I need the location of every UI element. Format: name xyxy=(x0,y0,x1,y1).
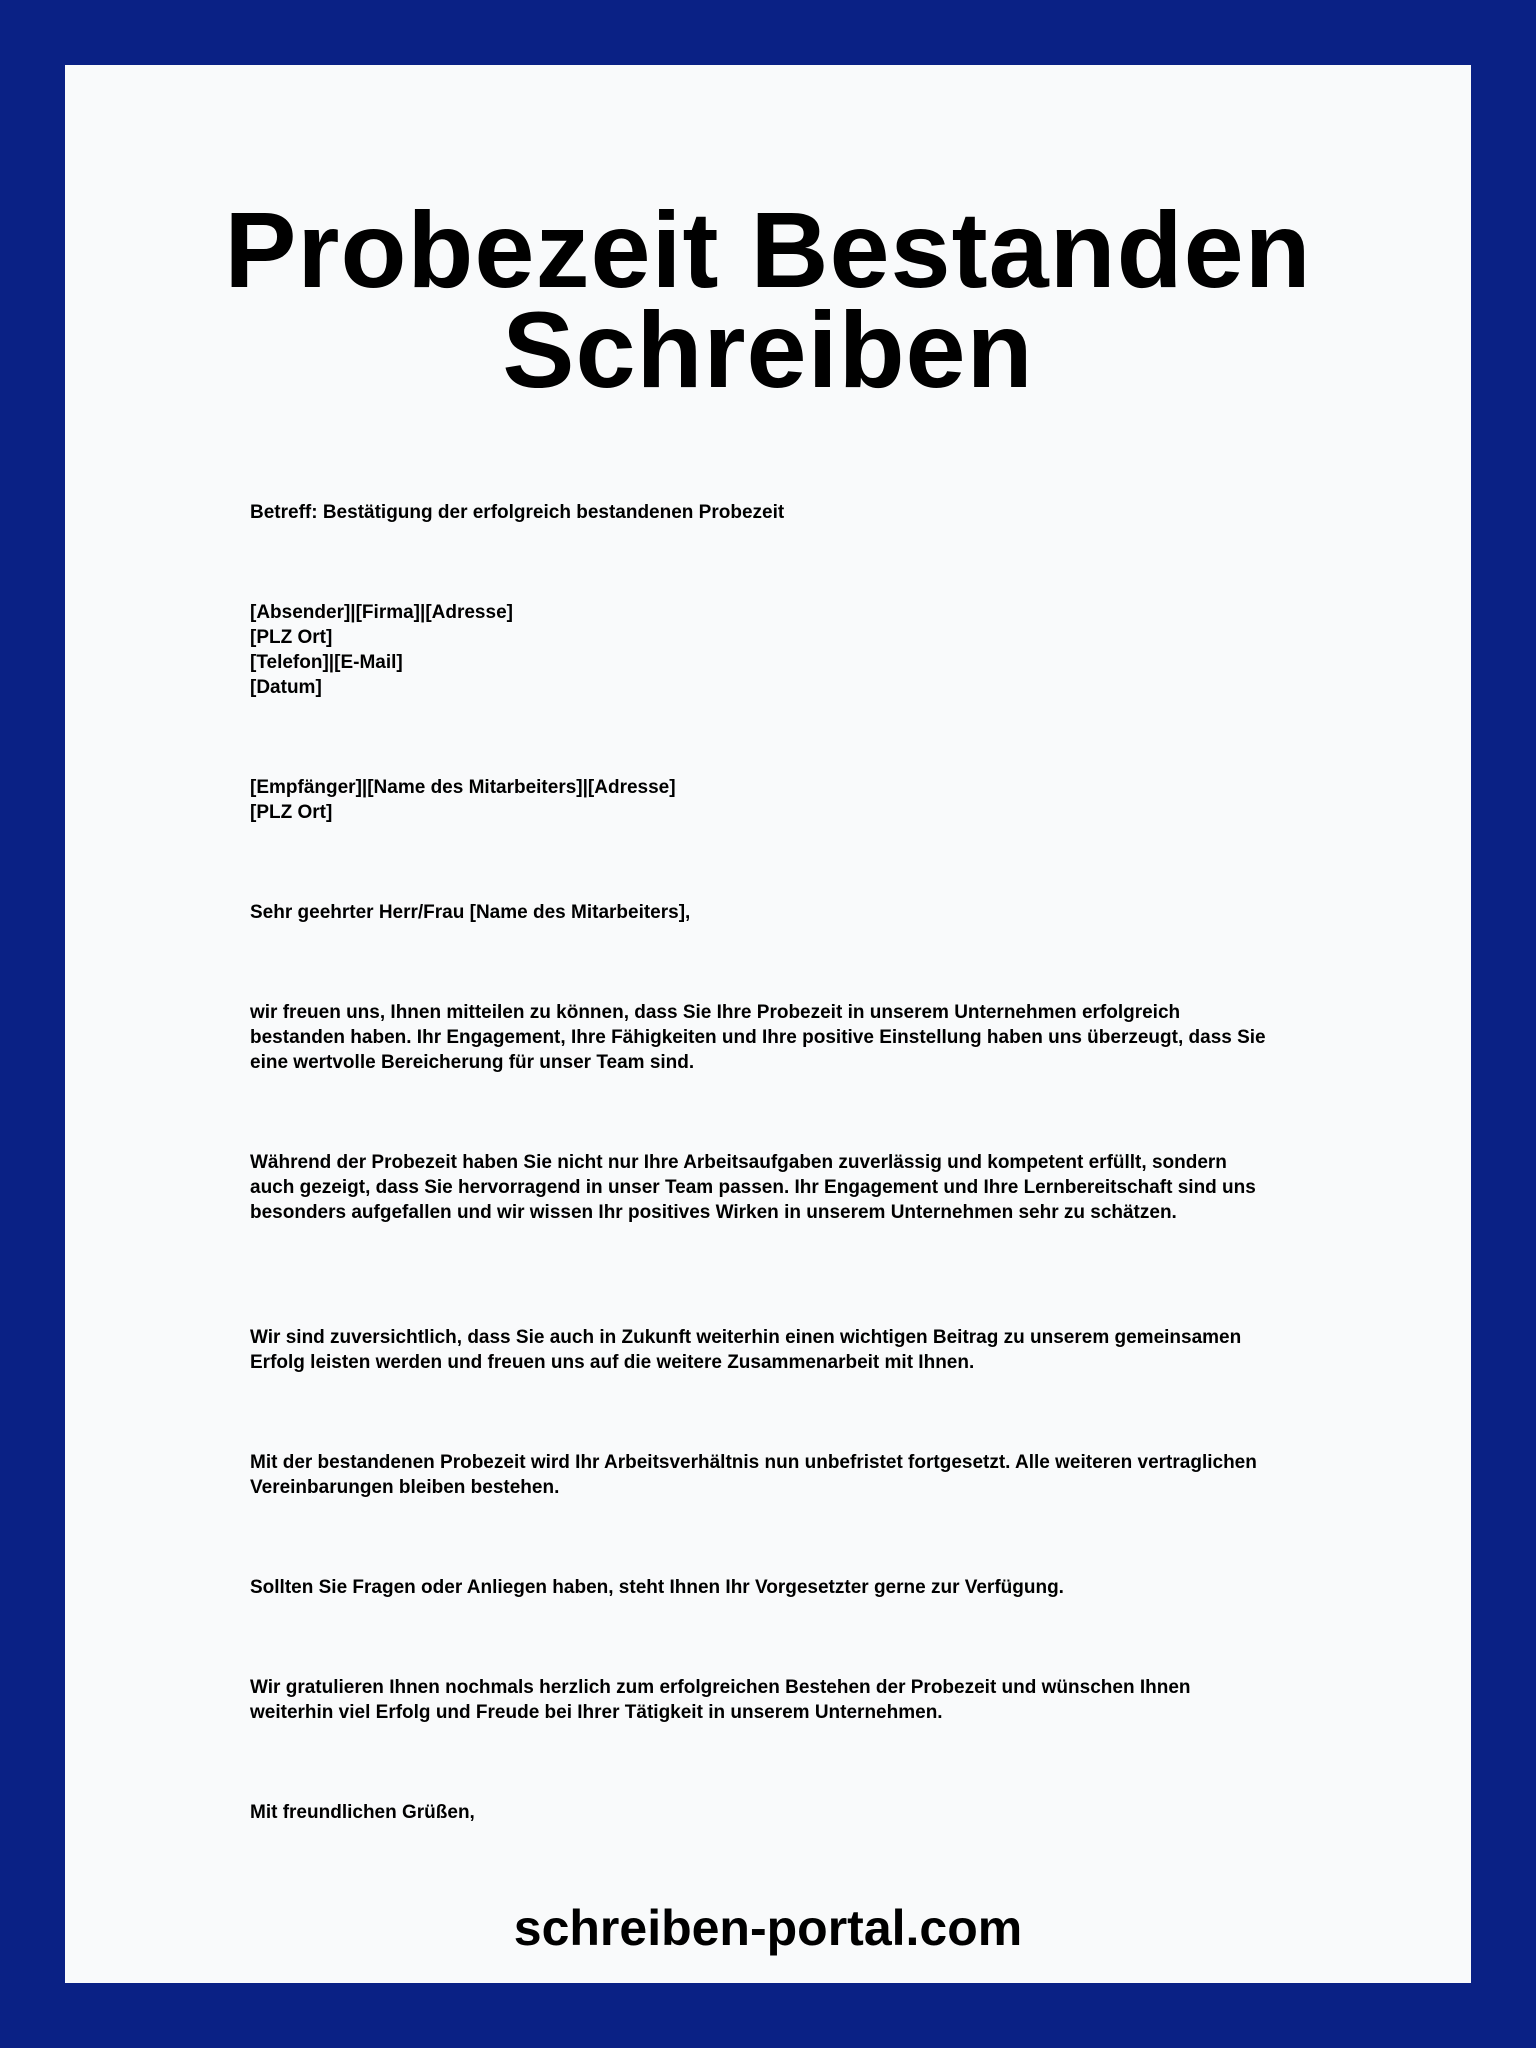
sender-line-1: [Absender]|[Firma]|[Adresse] xyxy=(250,602,513,623)
subject-line: Betreff: Bestätigung der erfolgreich bestandenen Probezeit xyxy=(250,502,785,523)
sender-line-3: [Telefon]|[E-Mail] xyxy=(250,652,403,673)
sender-block xyxy=(250,600,1270,700)
recipient-block xyxy=(250,775,1270,825)
paragraph-1: wir freuen uns, Ihnen mitteilen zu können, dass Sie Ihre Probezeit in unserem Unternehmen erfolgreich bestanden haben. Ihr Engagement, Ihre Fähigkeiten und Ihre positive Einstellung haben uns überzeugt, dass Sie eine wertvolle Bereicherung für unser Team sind. xyxy=(250,1002,1266,1073)
footer-site-link[interactable]: schreiben-portal.com xyxy=(513,1900,1023,1956)
recipient-line-2: [PLZ Ort] xyxy=(250,802,333,823)
recipient-line-1: [Empfänger]|[Name des Mitarbeiters]|[Adresse] xyxy=(250,777,676,798)
paragraph-5: Sollten Sie Fragen oder Anliegen haben, steht Ihnen Ihr Vorgesetzter gerne zur Verfügung. xyxy=(250,1577,1064,1598)
document-title-line-2: Schreiben xyxy=(502,289,1034,410)
sender-line-4: [Datum] xyxy=(250,677,322,698)
paragraph-2: Während der Probezeit haben Sie nicht nur Ihre Arbeitsaufgaben zuverlässig und kompetent erfüllt, sondern auch gezeigt, dass Sie hervorragend in unser Team passen. Ihr Engagement und Ihre Lernbereitschaft sind uns besonders aufgefallen und wir wissen Ihr positives Wirken in unserem Unternehmen sehr zu schätzen. xyxy=(250,1152,1256,1223)
document-title xyxy=(0,189,1536,410)
closing: Mit freundlichen Grüßen, xyxy=(250,1802,475,1823)
document-title-line-1: Probezeit Bestanden xyxy=(224,189,1312,310)
paragraph-6: Wir gratulieren Ihnen nochmals herzlich zum erfolgreichen Bestehen der Probezeit und wünschen Ihnen weiterhin viel Erfolg und Freude bei Ihrer Tätigkeit in unserem Unternehmen. xyxy=(250,1677,1191,1723)
paragraph-3: Wir sind zuversichtlich, dass Sie auch in Zukunft weiterhin einen wichtigen Beitrag zu unserem gemeinsamen Erfolg leisten werden und freuen uns auf die weitere Zusammenarbeit mit Ihnen. xyxy=(250,1327,1242,1373)
salutation: Sehr geehrter Herr/Frau [Name des Mitarbeiters], xyxy=(250,902,691,923)
paragraph-4: Mit der bestandenen Probezeit wird Ihr Arbeitsverhältnis nun unbefristet fortgesetzt. Alle weiteren vertraglichen Vereinbarungen bleiben bestehen. xyxy=(250,1452,1257,1498)
sender-line-2: [PLZ Ort] xyxy=(250,627,333,648)
